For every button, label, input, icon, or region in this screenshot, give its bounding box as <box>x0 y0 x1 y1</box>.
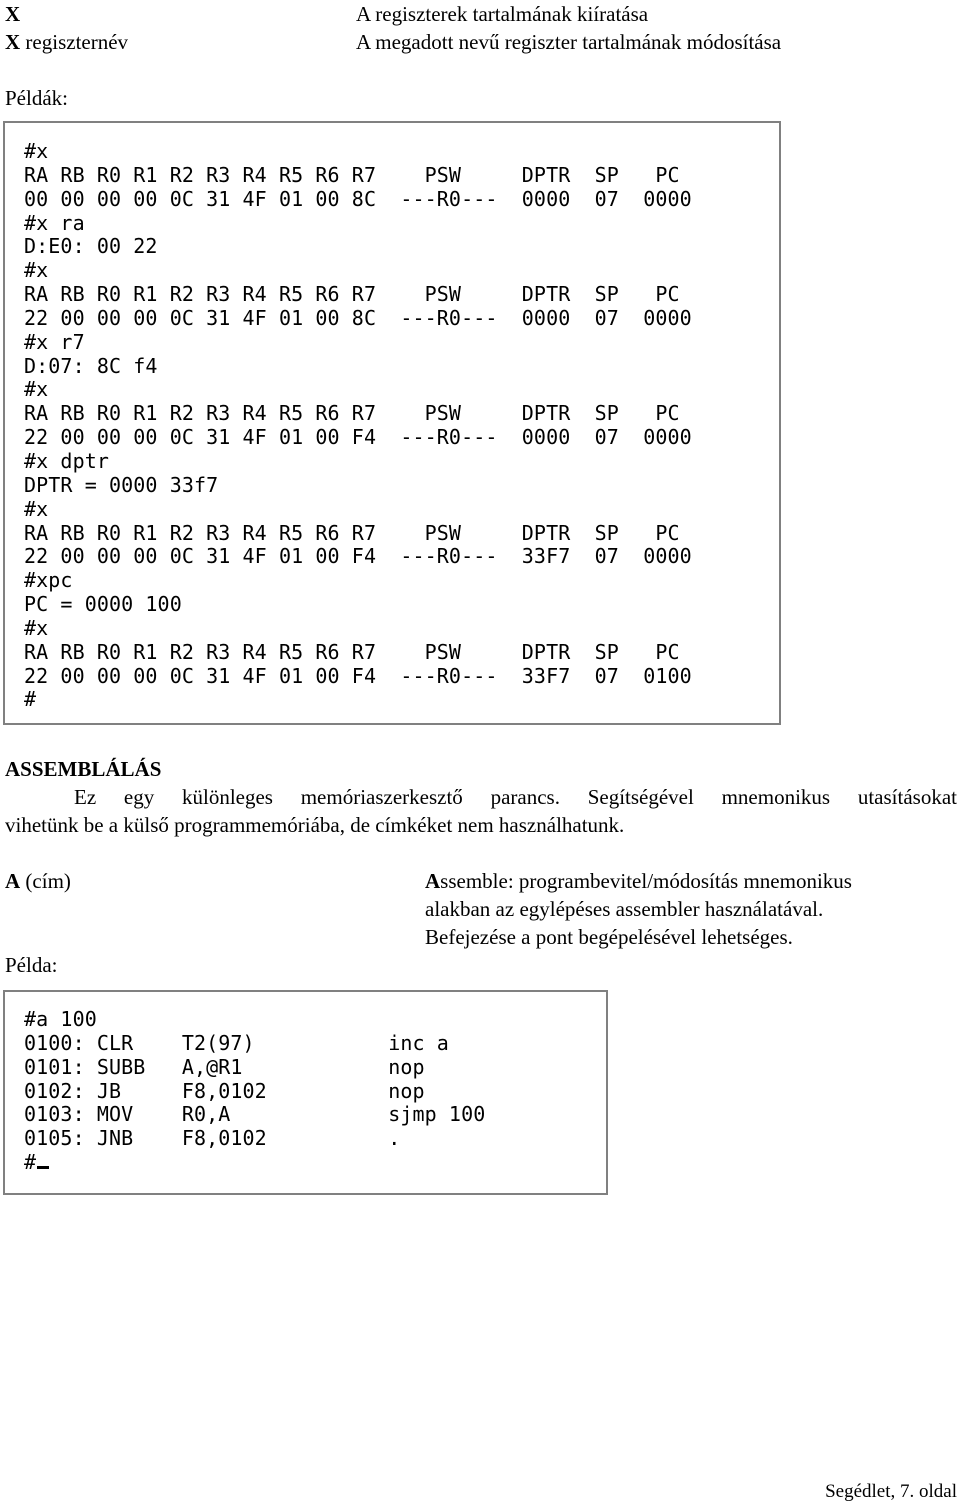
terminal-line: # <box>24 1150 37 1175</box>
terminal-line: RA RB R0 R1 R2 R3 R4 R5 R6 R7 PSW DPTR SP PC <box>24 520 680 545</box>
terminal-line: RA RB R0 R1 R2 R3 R4 R5 R6 R7 PSW DPTR SP PC <box>24 639 680 664</box>
description-text: ssemble: programbevitel/módosítás mnemonikus <box>440 869 852 893</box>
command-arg: regiszternév <box>20 30 129 54</box>
terminal-line: #x <box>24 496 49 521</box>
terminal-output <box>24 140 692 712</box>
terminal-line: #x ra <box>24 210 85 235</box>
page-footer: Segédlet, 7. oldal <box>825 1481 957 1502</box>
terminal-line: #a 100 <box>24 1007 97 1031</box>
terminal-line: 22 00 00 00 0C 31 4F 01 00 F4 ---R0--- 0000 07 0000 <box>24 425 692 450</box>
terminal-line: #x dptr <box>24 448 109 473</box>
terminal-line: RA RB R0 R1 R2 R3 R4 R5 R6 R7 PSW DPTR SP PC <box>24 282 680 307</box>
terminal-line: 22 00 00 00 0C 31 4F 01 00 F4 ---R0--- 33F7 07 0100 <box>24 663 692 688</box>
command-arg: (cím) <box>20 869 71 893</box>
terminal-line: # <box>24 687 37 712</box>
command-a-description-line3: Befejezése a pont begépelésével lehetséges. <box>425 925 793 949</box>
terminal-output <box>24 1008 485 1175</box>
terminal-line: 00 00 00 00 0C 31 4F 01 00 8C ---R0--- 0000 07 0000 <box>24 186 692 211</box>
terminal-line: RA RB R0 R1 R2 R3 R4 R5 R6 R7 PSW DPTR SP PC <box>24 162 680 187</box>
command-letter: A <box>5 869 21 893</box>
command-letter: A <box>425 869 441 893</box>
terminal-line: DPTR = 0000 33f7 <box>24 472 219 497</box>
command-x: X <box>5 2 21 26</box>
terminal-line: 22 00 00 00 0C 31 4F 01 00 F4 ---R0--- 33F7 07 0000 <box>24 544 692 569</box>
command-x-description: A regiszterek tartalmának kiíratása <box>356 2 649 26</box>
terminal-line: 0103: MOV R0,A sjmp 100 <box>24 1102 486 1127</box>
terminal-line: 22 00 00 00 0C 31 4F 01 00 8C ---R0--- 0000 07 0000 <box>24 305 692 330</box>
terminal-line: #x <box>24 615 49 640</box>
terminal-line: #x <box>24 258 49 283</box>
terminal-line: D:E0: 00 22 <box>24 234 158 259</box>
terminal-screenshot-registers <box>3 121 781 725</box>
terminal-line: #x r7 <box>24 329 85 354</box>
terminal-line: 0101: SUBB A,@R1 nop <box>24 1054 425 1079</box>
terminal-line: 0102: JB F8,0102 nop <box>24 1078 425 1103</box>
terminal-screenshot-assemble <box>3 990 608 1195</box>
terminal-line: RA RB R0 R1 R2 R3 R4 R5 R6 R7 PSW DPTR SP PC <box>24 401 680 426</box>
terminal-line: #xpc <box>24 568 73 593</box>
assemble-paragraph-line2: vihetünk be a külső programmemóriába, de címkéket nem használhatunk. <box>5 813 625 837</box>
command-x-register-description: A megadott nevű regiszter tartalmának módosítása <box>356 30 782 54</box>
terminal-line: PC = 0000 100 <box>24 592 182 617</box>
section-heading-assemble: ASSEMBLÁLÁS <box>5 757 162 781</box>
command-a-description-line1 <box>425 869 852 893</box>
example-label: Példa: <box>5 953 58 977</box>
assemble-paragraph-line1: Ez egy különleges memóriaszerkesztő parancs. Segítségével mnemonikus utasításokat <box>74 785 957 809</box>
terminal-line: #x <box>24 377 49 402</box>
command-x-register <box>5 30 128 54</box>
text-cursor <box>37 1166 49 1169</box>
command-letter: X <box>5 30 21 54</box>
terminal-line: #x <box>24 139 49 163</box>
command-a <box>5 869 71 893</box>
terminal-line: D:07: 8C f4 <box>24 353 158 378</box>
command-a-description-line2: alakban az egylépéses assembler használatával. <box>425 897 824 921</box>
terminal-line: 0105: JNB F8,0102 . <box>24 1126 401 1151</box>
terminal-line: 0100: CLR T2(97) inc a <box>24 1030 449 1055</box>
examples-label: Példák: <box>5 86 68 110</box>
